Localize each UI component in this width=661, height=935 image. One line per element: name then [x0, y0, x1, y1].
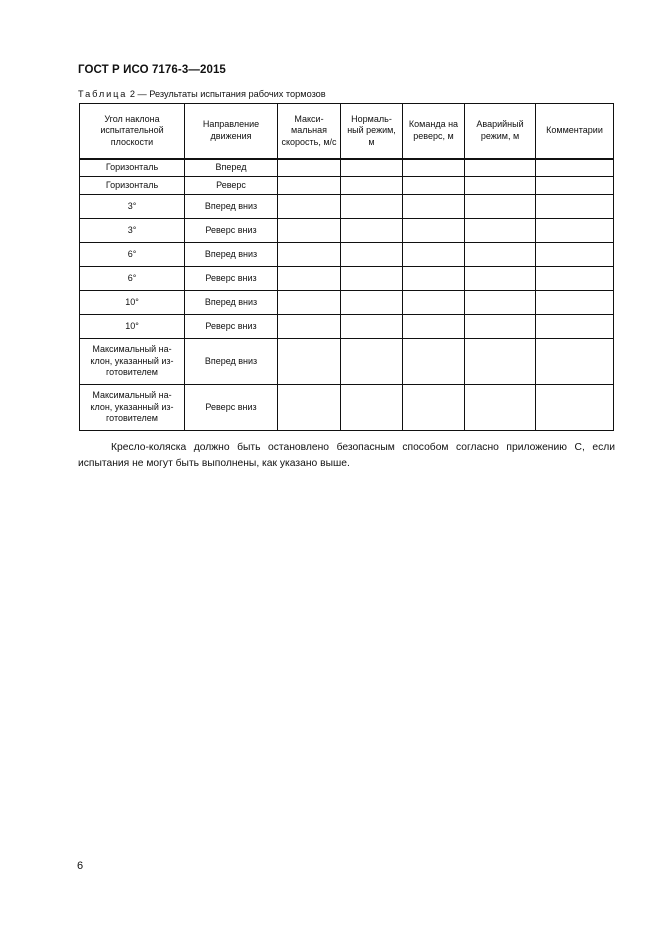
table-row — [80, 195, 614, 219]
emergency-mode-cell — [465, 219, 536, 243]
body-paragraph: Кресло-коляска должно быть остановлено безопасным способом согласно приложению С, если испытания не могут быть выполнены, как указано выше. — [78, 442, 615, 470]
reverse-command-cell — [403, 385, 465, 431]
table-caption — [78, 89, 326, 99]
direction-cell: Вперед вниз — [185, 291, 278, 315]
max-speed-cell — [278, 195, 341, 219]
normal-mode-cell — [341, 177, 403, 195]
table-row — [80, 177, 614, 195]
reverse-command-cell — [403, 195, 465, 219]
angle-cell: 6° — [80, 243, 185, 267]
reverse-command-cell — [403, 219, 465, 243]
max-speed-cell — [278, 219, 341, 243]
max-speed-cell — [278, 159, 341, 177]
max-speed-cell — [278, 267, 341, 291]
column-header-emergency-mode: Аварийный режим, м — [465, 104, 536, 159]
emergency-mode-cell — [465, 267, 536, 291]
emergency-mode-cell — [465, 159, 536, 177]
emergency-mode-cell — [465, 291, 536, 315]
emergency-mode-cell — [465, 385, 536, 431]
normal-mode-cell — [341, 385, 403, 431]
column-header-comments: Комментарии — [536, 104, 614, 159]
table-header-row — [80, 104, 614, 159]
table-row — [80, 243, 614, 267]
normal-mode-cell — [341, 339, 403, 385]
direction-cell: Реверс — [185, 177, 278, 195]
angle-cell: Горизонталь — [80, 177, 185, 195]
max-speed-cell — [278, 385, 341, 431]
comments-cell — [536, 177, 614, 195]
direction-cell: Вперед — [185, 159, 278, 177]
comments-cell — [536, 243, 614, 267]
comments-cell — [536, 385, 614, 431]
angle-cell: 3° — [80, 195, 185, 219]
table-row — [80, 315, 614, 339]
max-speed-cell — [278, 243, 341, 267]
max-speed-cell — [278, 177, 341, 195]
normal-mode-cell — [341, 159, 403, 177]
direction-cell: Вперед вниз — [185, 195, 278, 219]
column-header-normal-mode: Нормаль-ный режим, м — [341, 104, 403, 159]
comments-cell — [536, 291, 614, 315]
direction-cell: Реверс вниз — [185, 267, 278, 291]
angle-cell: Максимальный на-клон, указанный из-готовителем — [80, 339, 185, 385]
table-caption-text: 2 — Результаты испытания рабочих тормозов — [127, 89, 326, 99]
angle-cell: 6° — [80, 267, 185, 291]
document-title: ГОСТ Р ИСО 7176-3—2015 — [78, 64, 226, 76]
direction-cell: Реверс вниз — [185, 315, 278, 339]
table-row — [80, 267, 614, 291]
max-speed-cell — [278, 315, 341, 339]
max-speed-cell — [278, 291, 341, 315]
emergency-mode-cell — [465, 243, 536, 267]
table-row — [80, 339, 614, 385]
emergency-mode-cell — [465, 195, 536, 219]
angle-cell: 10° — [80, 291, 185, 315]
angle-cell: Горизонталь — [80, 159, 185, 177]
normal-mode-cell — [341, 195, 403, 219]
normal-mode-cell — [341, 315, 403, 339]
table-row — [80, 291, 614, 315]
comments-cell — [536, 339, 614, 385]
direction-cell: Вперед вниз — [185, 339, 278, 385]
reverse-command-cell — [403, 339, 465, 385]
normal-mode-cell — [341, 267, 403, 291]
comments-cell — [536, 315, 614, 339]
comments-cell — [536, 219, 614, 243]
normal-mode-cell — [341, 291, 403, 315]
direction-cell: Реверс вниз — [185, 385, 278, 431]
column-header-angle: Угол наклона испытательной плоскости — [80, 104, 185, 159]
table-row — [80, 159, 614, 177]
normal-mode-cell — [341, 219, 403, 243]
emergency-mode-cell — [465, 315, 536, 339]
angle-cell: Максимальный на-клон, указанный из-готовителем — [80, 385, 185, 431]
table-row — [80, 219, 614, 243]
reverse-command-cell — [403, 291, 465, 315]
reverse-command-cell — [403, 177, 465, 195]
normal-mode-cell — [341, 243, 403, 267]
angle-cell: 3° — [80, 219, 185, 243]
direction-cell: Вперед вниз — [185, 243, 278, 267]
emergency-mode-cell — [465, 177, 536, 195]
comments-cell — [536, 195, 614, 219]
page-number: 6 — [77, 860, 84, 872]
angle-cell: 10° — [80, 315, 185, 339]
reverse-command-cell — [403, 159, 465, 177]
emergency-mode-cell — [465, 339, 536, 385]
table-caption-label: Таблица — [78, 89, 128, 99]
column-header-direction: Направление движения — [185, 104, 278, 159]
table-row — [80, 385, 614, 431]
comments-cell — [536, 267, 614, 291]
column-header-reverse-command: Команда на реверс, м — [403, 104, 465, 159]
comments-cell — [536, 159, 614, 177]
reverse-command-cell — [403, 267, 465, 291]
brake-test-results-table — [79, 103, 614, 431]
column-header-max-speed: Макси-мальная скорость, м/с — [278, 104, 341, 159]
direction-cell: Реверс вниз — [185, 219, 278, 243]
reverse-command-cell — [403, 315, 465, 339]
reverse-command-cell — [403, 243, 465, 267]
max-speed-cell — [278, 339, 341, 385]
